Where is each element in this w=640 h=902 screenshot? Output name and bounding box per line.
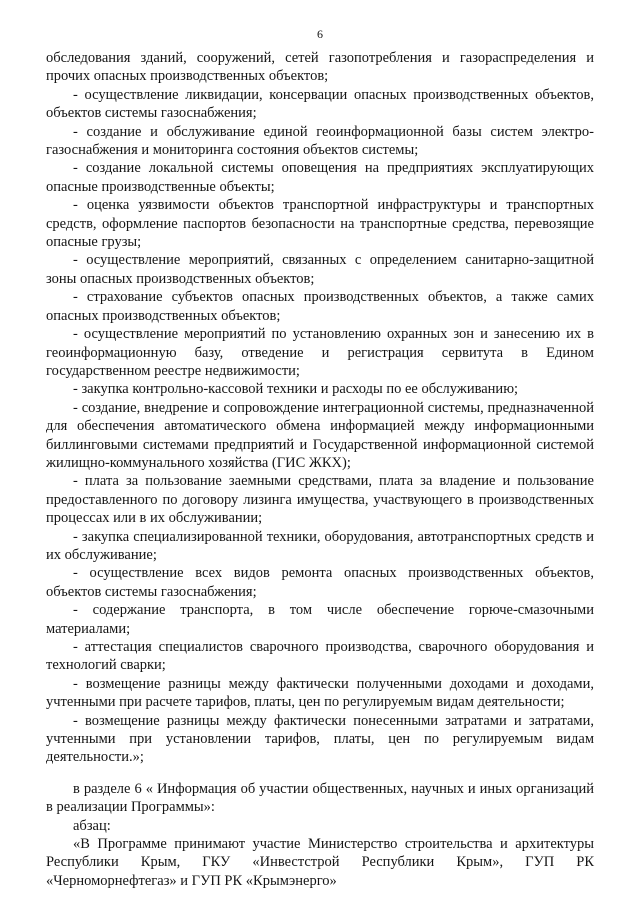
document-paragraph: - осуществление всех видов ремонта опасных производственных объектов, объектов системы газоснабжения;	[46, 565, 594, 600]
document-paragraph: абзац:	[73, 817, 111, 834]
document-paragraph: - аттестация специалистов сварочного производства, сварочного оборудования и технологий сварки;	[46, 639, 594, 674]
document-paragraph: - создание, внедрение и сопровождение интеграционной системы, предназначенной для обеспечения автоматического обмена информацией между информационными биллинговыми системами предприятий и Государственной информационной системой жилищно-коммунального хозяйства (ГИС ЖКХ);	[46, 399, 594, 471]
document-paragraph: - осуществление ликвидации, консервации опасных производственных объектов, объектов системы газоснабжения;	[46, 86, 594, 122]
document-paragraph: в разделе 6 « Информация об участии общественных, научных и иных организаций в реализации Программы»:	[46, 780, 594, 816]
document-paragraph: «В Программе принимают участие Министерство строительства и архитектуры Республики Крым, ГКУ «Инвестстрой Республики Крым», ГУП РК «Черноморнефтегаз» и ГУП РК «Крымэнерго»	[46, 836, 594, 889]
document-paragraph: - возмещение разницы между фактически полученными доходами и доходами, учтенными при расчете тарифов, платы, цен по регулируемым видам деятельности;	[46, 675, 594, 711]
document-paragraph: - закупка специализированной техники, оборудования, автотранспортных средств и их обслуживание;	[46, 528, 594, 563]
document-paragraph: - создание и обслуживание единой геоинформационной базы систем электро-газоснабжения и мониторинга состояния объектов системы;	[46, 123, 594, 159]
document-paragraph: - осуществление мероприятий по установлению охранных зон и занесению их в геоинформационную базу, отведение и регистрация сервитута в Едином государственном реестре недвижимости;	[46, 326, 594, 379]
document-paragraph: - создание локальной системы оповещения на предприятиях эксплуатирующих опасные производственные объекты;	[46, 160, 594, 195]
document-paragraph: - страхование субъектов опасных производственных объектов, а также самих опасных производственных объектов;	[46, 289, 594, 324]
document-paragraph: - плата за пользование заемными средствами, плата за владение и пользование предоставленного по договору лизинга имущества, участвующего в производственных процессах или в их обслуживании;	[46, 473, 594, 527]
document-body	[46, 49, 594, 890]
document-paragraph: - возмещение разницы между фактически понесенными затратами и затратами, учтенными при установлении тарифов, платы, цен по регулируемым видам деятельности.»;	[46, 712, 594, 766]
document-paragraph: обследования зданий, сооружений, сетей газопотребления и газораспределения и прочих опасных производственных объектов;	[46, 50, 594, 85]
document-paragraph: - содержание транспорта, в том числе обеспечение горюче-смазочными материалами;	[46, 602, 594, 637]
page-number: 6	[317, 27, 323, 41]
document-paragraph: - закупка контрольно-кассовой техники и расходы по ее обслуживанию;	[73, 381, 519, 398]
document-paragraph: - осуществление мероприятий, связанных с определением санитарно-защитной зоны опасных производственных объектов;	[46, 252, 594, 287]
document-paragraph: - оценка уязвимости объектов транспортной инфраструктуры и транспортных средств, оформление паспортов безопасности на транспортные средства, перевозящие опасные грузы;	[46, 197, 594, 251]
